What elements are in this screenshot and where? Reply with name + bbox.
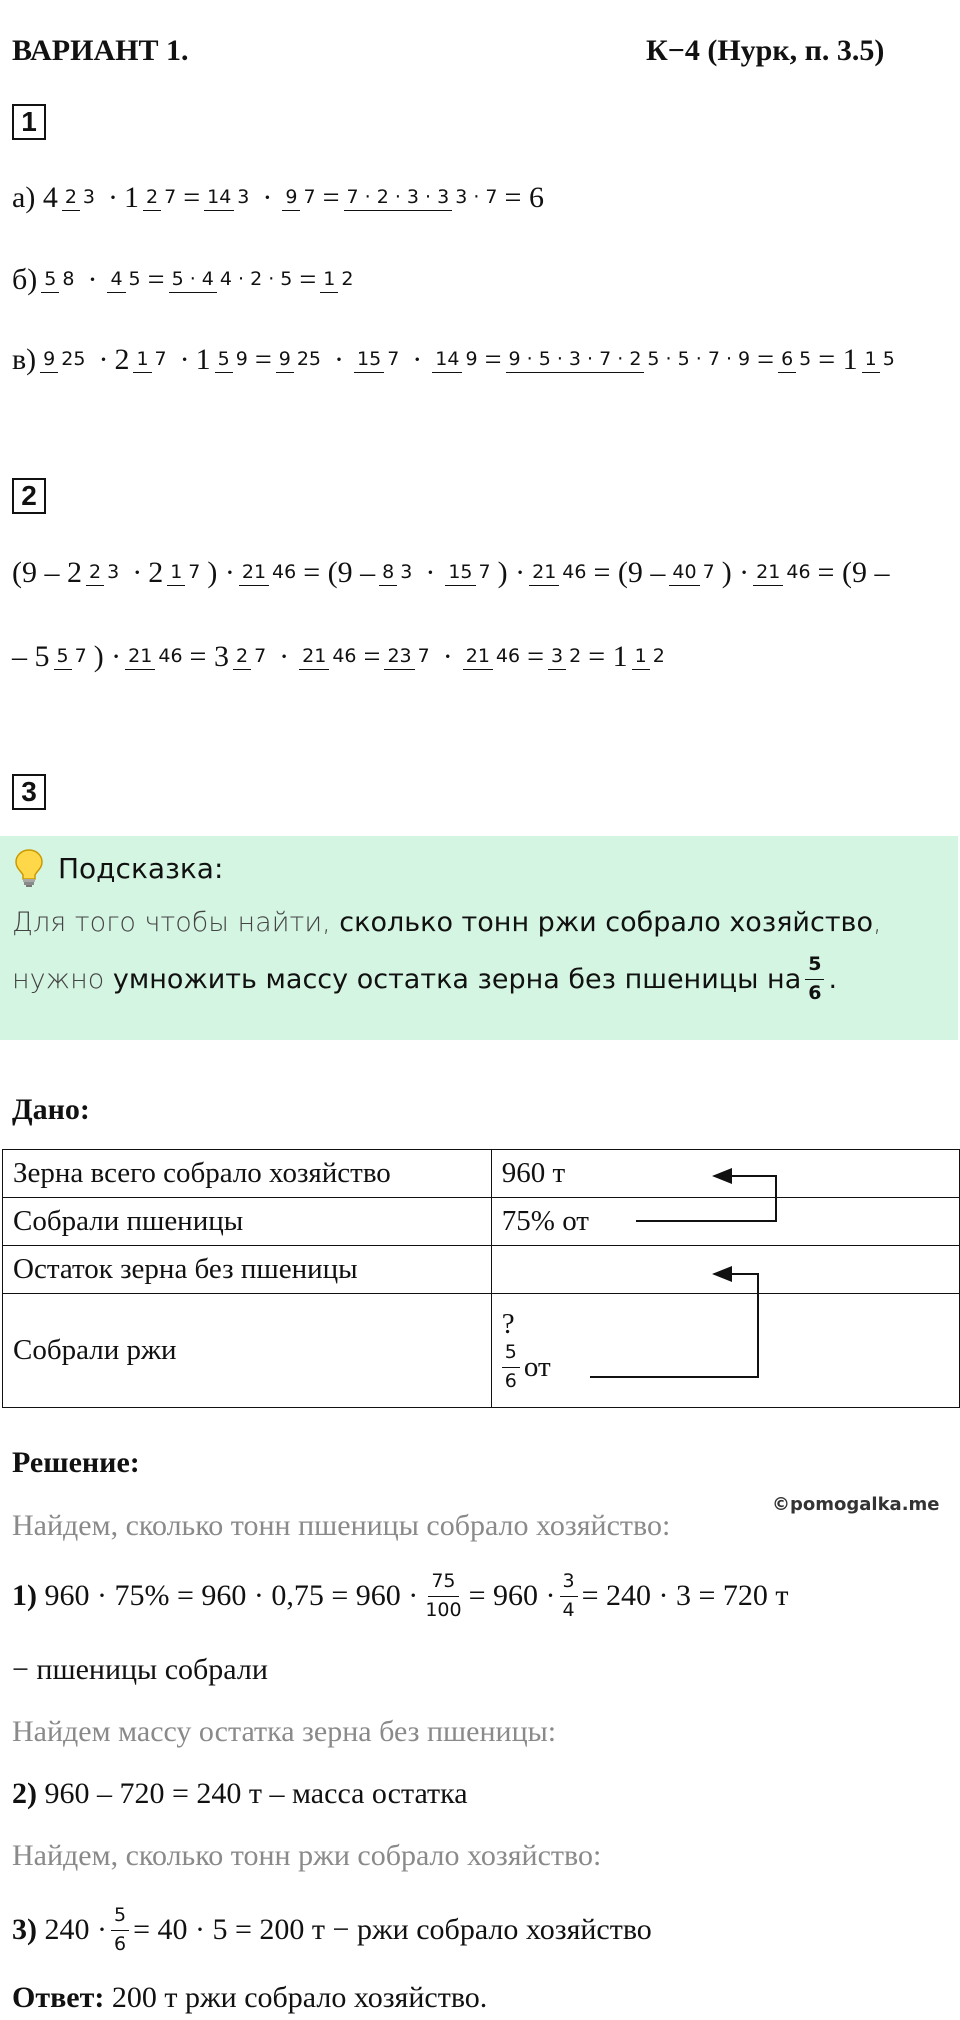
fraction: 21 46 <box>299 645 359 669</box>
fraction: 15 7 <box>354 348 402 372</box>
table-cell: ? $\frac{5}{6}$ от <box>491 1294 959 1408</box>
item-label: в) <box>12 343 37 376</box>
solution-text: Найдем массу остатка зерна без пшеницы: <box>12 1715 557 1748</box>
result: 6 <box>528 181 544 214</box>
table-row <box>3 1294 960 1408</box>
table-cell: Собрали ржи <box>3 1294 492 1408</box>
given-label: Дано: <box>12 1093 90 1126</box>
table-row <box>3 1198 960 1246</box>
work-code: К−4 (Нурк, п. 3.5) <box>646 34 885 67</box>
hint-line-1: Для того чтобы найти, сколько тонн ржи собрало хозяйство , <box>12 906 882 938</box>
fraction: 2 3 <box>86 561 122 585</box>
fraction: 2 7 <box>233 645 269 669</box>
fraction: 21 46 <box>125 645 185 669</box>
solution-text: − пшеницы собрали <box>12 1653 268 1686</box>
item-label: б) <box>12 263 38 296</box>
hint-box <box>0 836 958 1040</box>
task-number-1: 1 <box>12 104 46 140</box>
fraction: 14 3 <box>204 186 252 210</box>
lightbulb-icon <box>14 848 44 888</box>
whole: 1 <box>124 181 139 214</box>
fraction: 5 7 <box>54 645 90 669</box>
task-number-2: 2 <box>12 478 46 514</box>
fraction: 2 7 <box>143 186 179 210</box>
fraction: 7 · 2 · 3 · 3 3 · 7 <box>344 186 501 210</box>
fraction: $\frac{75}{100}$ <box>425 1569 462 1621</box>
given-table <box>2 1149 960 1408</box>
fraction: 23 7 <box>384 645 432 669</box>
solution-label: Решение: <box>12 1446 140 1479</box>
fraction: $\frac{5}{6}$ <box>111 1904 129 1957</box>
item-label: а) <box>12 181 36 214</box>
fraction: 8 3 <box>379 561 415 585</box>
fraction: $\frac{5}{6}$ <box>805 953 824 1006</box>
table-row <box>3 1246 960 1294</box>
fraction: 21 46 <box>239 561 299 585</box>
table-row <box>3 1150 960 1198</box>
solution-step-2: 2) 960 – 720 = 240 т – масса остатка <box>12 1777 468 1810</box>
hint-line-2: нужно умножить массу остатка зерна без пшеницы на $\frac{5}{6}$ . <box>12 952 838 1004</box>
task1-line-b: б) 5 8 · 4 5 = 5 · 4 4 · 2 · 5 = 1 2 <box>12 248 360 312</box>
fraction: 21 46 <box>753 561 813 585</box>
fraction: 1 7 <box>133 348 169 372</box>
fraction: 4 5 <box>107 268 143 292</box>
fraction: 9 25 <box>40 348 88 372</box>
fraction: 3 2 <box>548 645 584 669</box>
fraction: 1 5 <box>862 348 898 372</box>
watermark: ©pomogalka.me <box>772 1494 940 1515</box>
unknown-mark: ? <box>501 1307 515 1340</box>
fraction: 9 25 <box>276 348 324 372</box>
table-cell <box>491 1246 959 1294</box>
fraction: 9 7 <box>282 186 318 210</box>
fraction: 2 3 <box>62 186 98 210</box>
fraction: 40 7 <box>669 561 717 585</box>
fraction: 21 46 <box>463 645 523 669</box>
hint-title <box>14 848 223 888</box>
table-cell: Собрали пшеницы <box>3 1198 492 1246</box>
task-number-3: 3 <box>12 774 46 810</box>
variant-title: ВАРИАНТ 1. <box>12 34 189 67</box>
fraction: $\frac{3}{4}$ <box>560 1570 578 1623</box>
task2-line-2: – 5 5 7 ) · 21 46 = 3 2 7 · 21 46 = 23 7 · 21 46 = 3 2 = 1 1 2 <box>12 624 672 690</box>
fraction: 21 46 <box>529 561 589 585</box>
solution-step-1: 1) 960 · 75% = 960 · 0,75 = 960 · $\frac{75}{100}$ = 960 · $\frac{3}{4}$ = 240 · 3 = 720 т <box>12 1569 789 1621</box>
table-cell: 960 т <box>491 1150 959 1198</box>
whole: 2 <box>114 343 130 376</box>
table-cell: 75% от <box>491 1198 959 1246</box>
fraction: 1 7 <box>167 561 203 585</box>
whole: 1 <box>195 343 211 376</box>
fraction: $\frac{5}{6}$ <box>502 1341 520 1394</box>
solution-text: Найдем, сколько тонн пшеницы собрало хозяйство: <box>12 1509 671 1542</box>
hint-title-text: Подсказка: <box>58 851 224 885</box>
fraction: 5 · 4 4 · 2 · 5 <box>169 268 296 292</box>
fraction: 9 · 5 · 3 · 7 · 2 5 · 5 · 7 · 9 <box>506 348 754 372</box>
whole: 1 <box>842 343 858 376</box>
fraction: 1 2 <box>632 645 668 669</box>
solution-text: Найдем, сколько тонн ржи собрало хозяйство: <box>12 1839 602 1872</box>
task1-line-c: в) 9 25 · 2 1 7 · 1 5 9 = 9 25 · 15 7 · 14 9 = 9 · 5 · 3 · 7 · 2 5 · 5 · 7 · 9 = 6 5 = 1 1 5 <box>12 328 902 392</box>
task2-line-1: (9 – 2 2 3 · 2 1 7 ) · 21 46 = (9 – 8 3 · 15 7 ) · 21 46 = (9 – 40 7 ) · 21 46 = (9 – <box>12 556 890 589</box>
table-cell: Зерна всего собрало хозяйство <box>3 1150 492 1198</box>
fraction: 15 7 <box>445 561 493 585</box>
fraction: 6 5 <box>778 348 814 372</box>
fraction: 1 2 <box>320 268 356 292</box>
fraction: 14 9 <box>432 348 480 372</box>
fraction: 5 9 <box>215 348 251 372</box>
solution-step-3: 3) 240 · $\frac{5}{6}$ = 40 · 5 = 200 т − ржи собрало хозяйство <box>12 1903 652 1955</box>
table-cell: Остаток зерна без пшеницы <box>3 1246 492 1294</box>
whole: 4 <box>42 181 58 214</box>
task1-line-a: а) 4 2 3 · 1 2 7 = 14 3 · 9 7 = 7 · 2 · 3 · 3 3 · 7 = 6 <box>12 181 544 214</box>
fraction: 5 8 <box>41 268 77 292</box>
answer: Ответ: 200 т ржи собрало хозяйство. <box>12 1981 488 2014</box>
